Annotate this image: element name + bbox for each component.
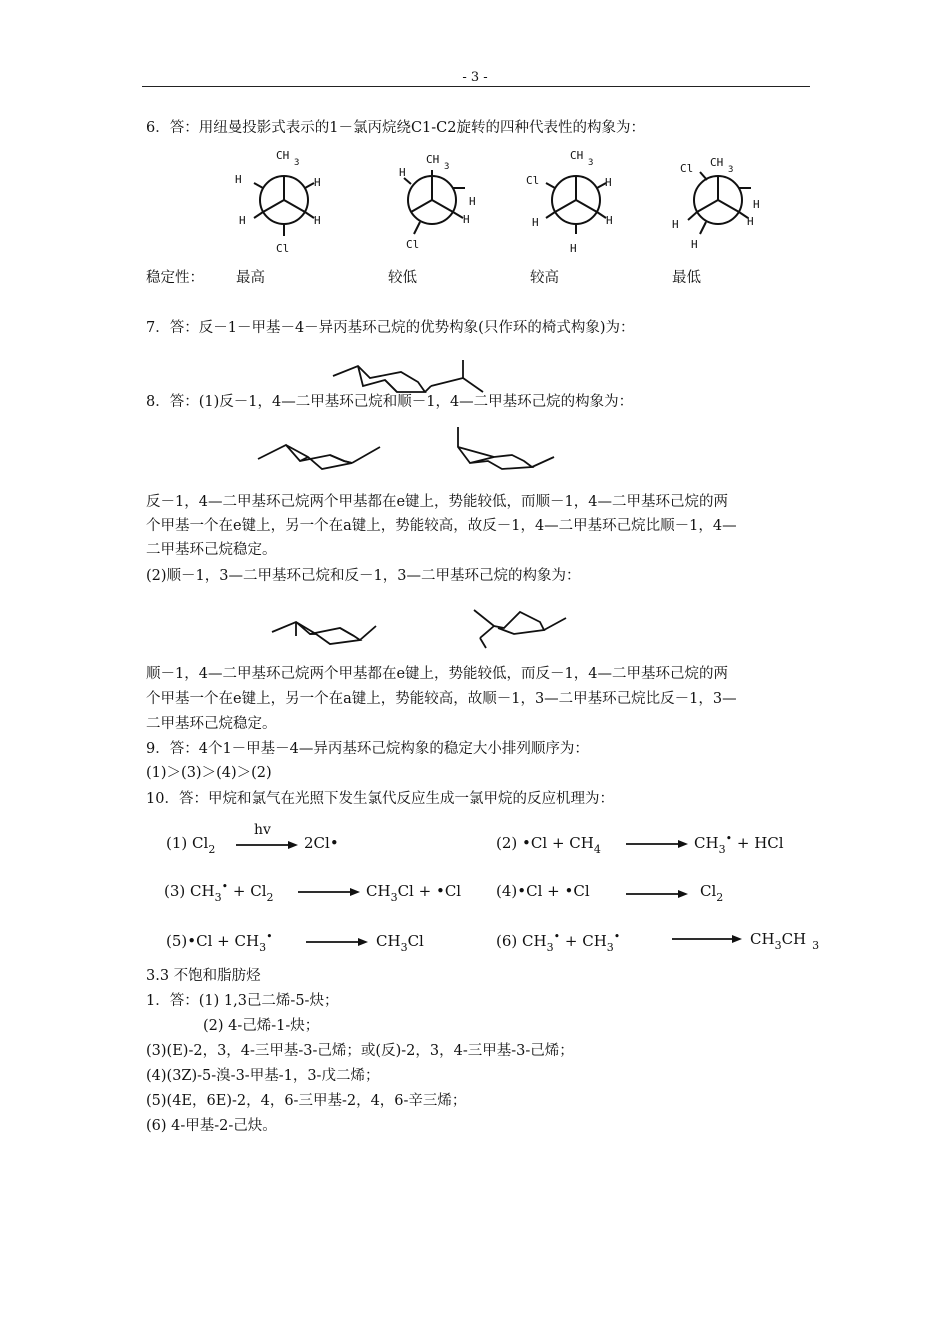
svg-text:H: H: [691, 238, 698, 251]
stability-4: 最低: [672, 270, 701, 286]
s33-line-3: (3)(E)-2，3，4-三甲基-3-己烯；或(反)-2，3，4-三甲基-3-己烯；: [146, 1043, 574, 1059]
reaction-5: (5)•Cl + $CH_3^•$: [166, 930, 273, 954]
stability-1: 最高: [236, 270, 265, 286]
svg-text:H: H: [235, 173, 242, 186]
s33-line-2: (2) 4-己烯-1-炔；: [203, 1018, 320, 1034]
svg-text:CH: CH: [426, 153, 440, 166]
svg-text:H: H: [753, 198, 760, 211]
svg-text:Cl: Cl: [526, 174, 540, 187]
q8-para1-line2: 个甲基一个在e键上，另一个在a键上，势能较高，故反－1，4—二甲基环己烷比顺－1，4—: [146, 518, 737, 534]
newman-projection-1: [254, 176, 314, 236]
svg-text:H: H: [672, 218, 679, 231]
newman-projection-4: [688, 172, 751, 234]
svg-text:H: H: [463, 213, 470, 226]
reaction-4: (4)•Cl + •Cl: [496, 882, 590, 900]
hv-label: hv: [254, 822, 271, 838]
svg-text:Cl: Cl: [406, 238, 420, 251]
q8-para2-line3: 二甲基环己烷稳定。: [146, 716, 277, 732]
svg-text:CH: CH: [276, 149, 290, 162]
svg-text:H: H: [469, 195, 476, 208]
svg-text:H: H: [399, 166, 406, 179]
stability-3: 较高: [530, 270, 559, 286]
q10-text: 10．答：甲烷和氯气在光照下发生氯代反应生成一氯甲烷的反应机理为：: [146, 791, 614, 807]
reaction-6-product: $CH_3CH$ $_3$: [750, 930, 820, 952]
svg-text:3: 3: [588, 158, 594, 168]
section-3-3-heading: 3.3 不饱和脂肪烃: [146, 968, 261, 984]
reaction-1: (1) $Cl_2$: [166, 834, 216, 856]
svg-text:H: H: [605, 176, 612, 189]
s33-line-5: (5)(4E，6E)-2，4，6-三甲基-2，4，6-辛三烯；: [146, 1093, 467, 1109]
svg-text:3: 3: [728, 165, 734, 175]
svg-text:H: H: [606, 214, 613, 227]
page-number: - 3 -: [462, 70, 488, 85]
svg-text:CH: CH: [570, 149, 584, 162]
newman-projections: [220, 148, 800, 260]
reaction-arrow-1: [236, 838, 300, 852]
reaction-5-product: $CH_3Cl$: [376, 932, 424, 954]
q8-para2-line2: 个甲基一个在e键上，另一个在a键上，势能较高，故顺－1，3—二甲基环己烷比反－1，3—: [146, 691, 737, 707]
reaction-2-products: $CH_3^•$ + HCl: [694, 832, 784, 856]
reaction-arrow-5: [306, 935, 370, 949]
reaction-arrow-3: [298, 885, 362, 899]
svg-text:H: H: [314, 176, 321, 189]
svg-text:H: H: [314, 214, 321, 227]
newman-projection-3: [546, 176, 606, 234]
reaction-1-product: 2Cl•: [304, 834, 339, 852]
header-rule: [142, 86, 810, 87]
svg-text:3: 3: [444, 162, 450, 172]
svg-text:H: H: [747, 215, 754, 228]
s33-line-6: (6) 4-甲基-2-己炔。: [146, 1118, 277, 1134]
svg-text:H: H: [532, 216, 539, 229]
reaction-4-product: $Cl_2$: [700, 882, 724, 904]
reaction-3: (3) $CH_3^• + Cl_2$: [164, 880, 274, 904]
s33-line-1: 1．答：(1) 1,3己二烯-5-炔；: [146, 993, 339, 1009]
q9-text: 9．答：4个1－甲基－4—异丙基环己烷构象的稳定大小排列顺序为：: [146, 741, 589, 757]
q9-order: (1)＞(3)＞(4)＞(2): [146, 765, 272, 781]
newman-projection-2: [404, 170, 465, 234]
reaction-6: (6) $CH_3^• + CH_3^•$: [496, 930, 621, 954]
q8-para1-line1: 反－1，4—二甲基环己烷两个甲基都在e键上，势能较低，而顺－1，4—二甲基环己烷的两: [146, 494, 728, 510]
q8-part1: 8．答：(1)反－1，4—二甲基环己烷和顺－1，4—二甲基环己烷的构象为：: [146, 394, 634, 410]
svg-text:Cl: Cl: [276, 242, 290, 255]
svg-text:3: 3: [294, 158, 300, 168]
svg-text:H: H: [239, 214, 246, 227]
stability-label: 稳定性：: [146, 270, 204, 286]
svg-text:H: H: [570, 242, 577, 255]
s33-line-4: (4)(3Z)-5-溴-3-甲基-1，3-戊二烯；: [146, 1068, 380, 1084]
svg-text:CH: CH: [710, 156, 724, 169]
svg-text:Cl: Cl: [680, 162, 694, 175]
stability-2: 较低: [388, 270, 417, 286]
q8-para1-line3: 二甲基环己烷稳定。: [146, 542, 277, 558]
q8-part2: (2)顺－1，3—二甲基环己烷和反－1，3—二甲基环己烷的构象为：: [146, 568, 581, 584]
q6-intro: 6．答：用纽曼投影式表示的1－氯丙烷绕C1-C2旋转的四种代表性的构象为：: [146, 120, 645, 136]
reaction-arrow-6: [672, 932, 744, 946]
q7-text: 7．答：反－1－甲基－4－异丙基环己烷的优势构象(只作环的椅式构象)为：: [146, 320, 635, 336]
q8-chairs-1-3: [268, 604, 578, 654]
reaction-arrow-4: [626, 887, 690, 901]
reaction-2: (2) •Cl + $CH_4$: [496, 834, 601, 856]
q8-para2-line1: 顺－1，4—二甲基环己烷两个甲基都在e键上，势能较低，而反－1，4—二甲基环己烷的两: [146, 666, 728, 682]
q8-chairs-1-4: [252, 425, 562, 473]
reaction-3-products: $CH_3Cl$ + •Cl: [366, 882, 462, 904]
reaction-arrow-2: [626, 837, 690, 851]
